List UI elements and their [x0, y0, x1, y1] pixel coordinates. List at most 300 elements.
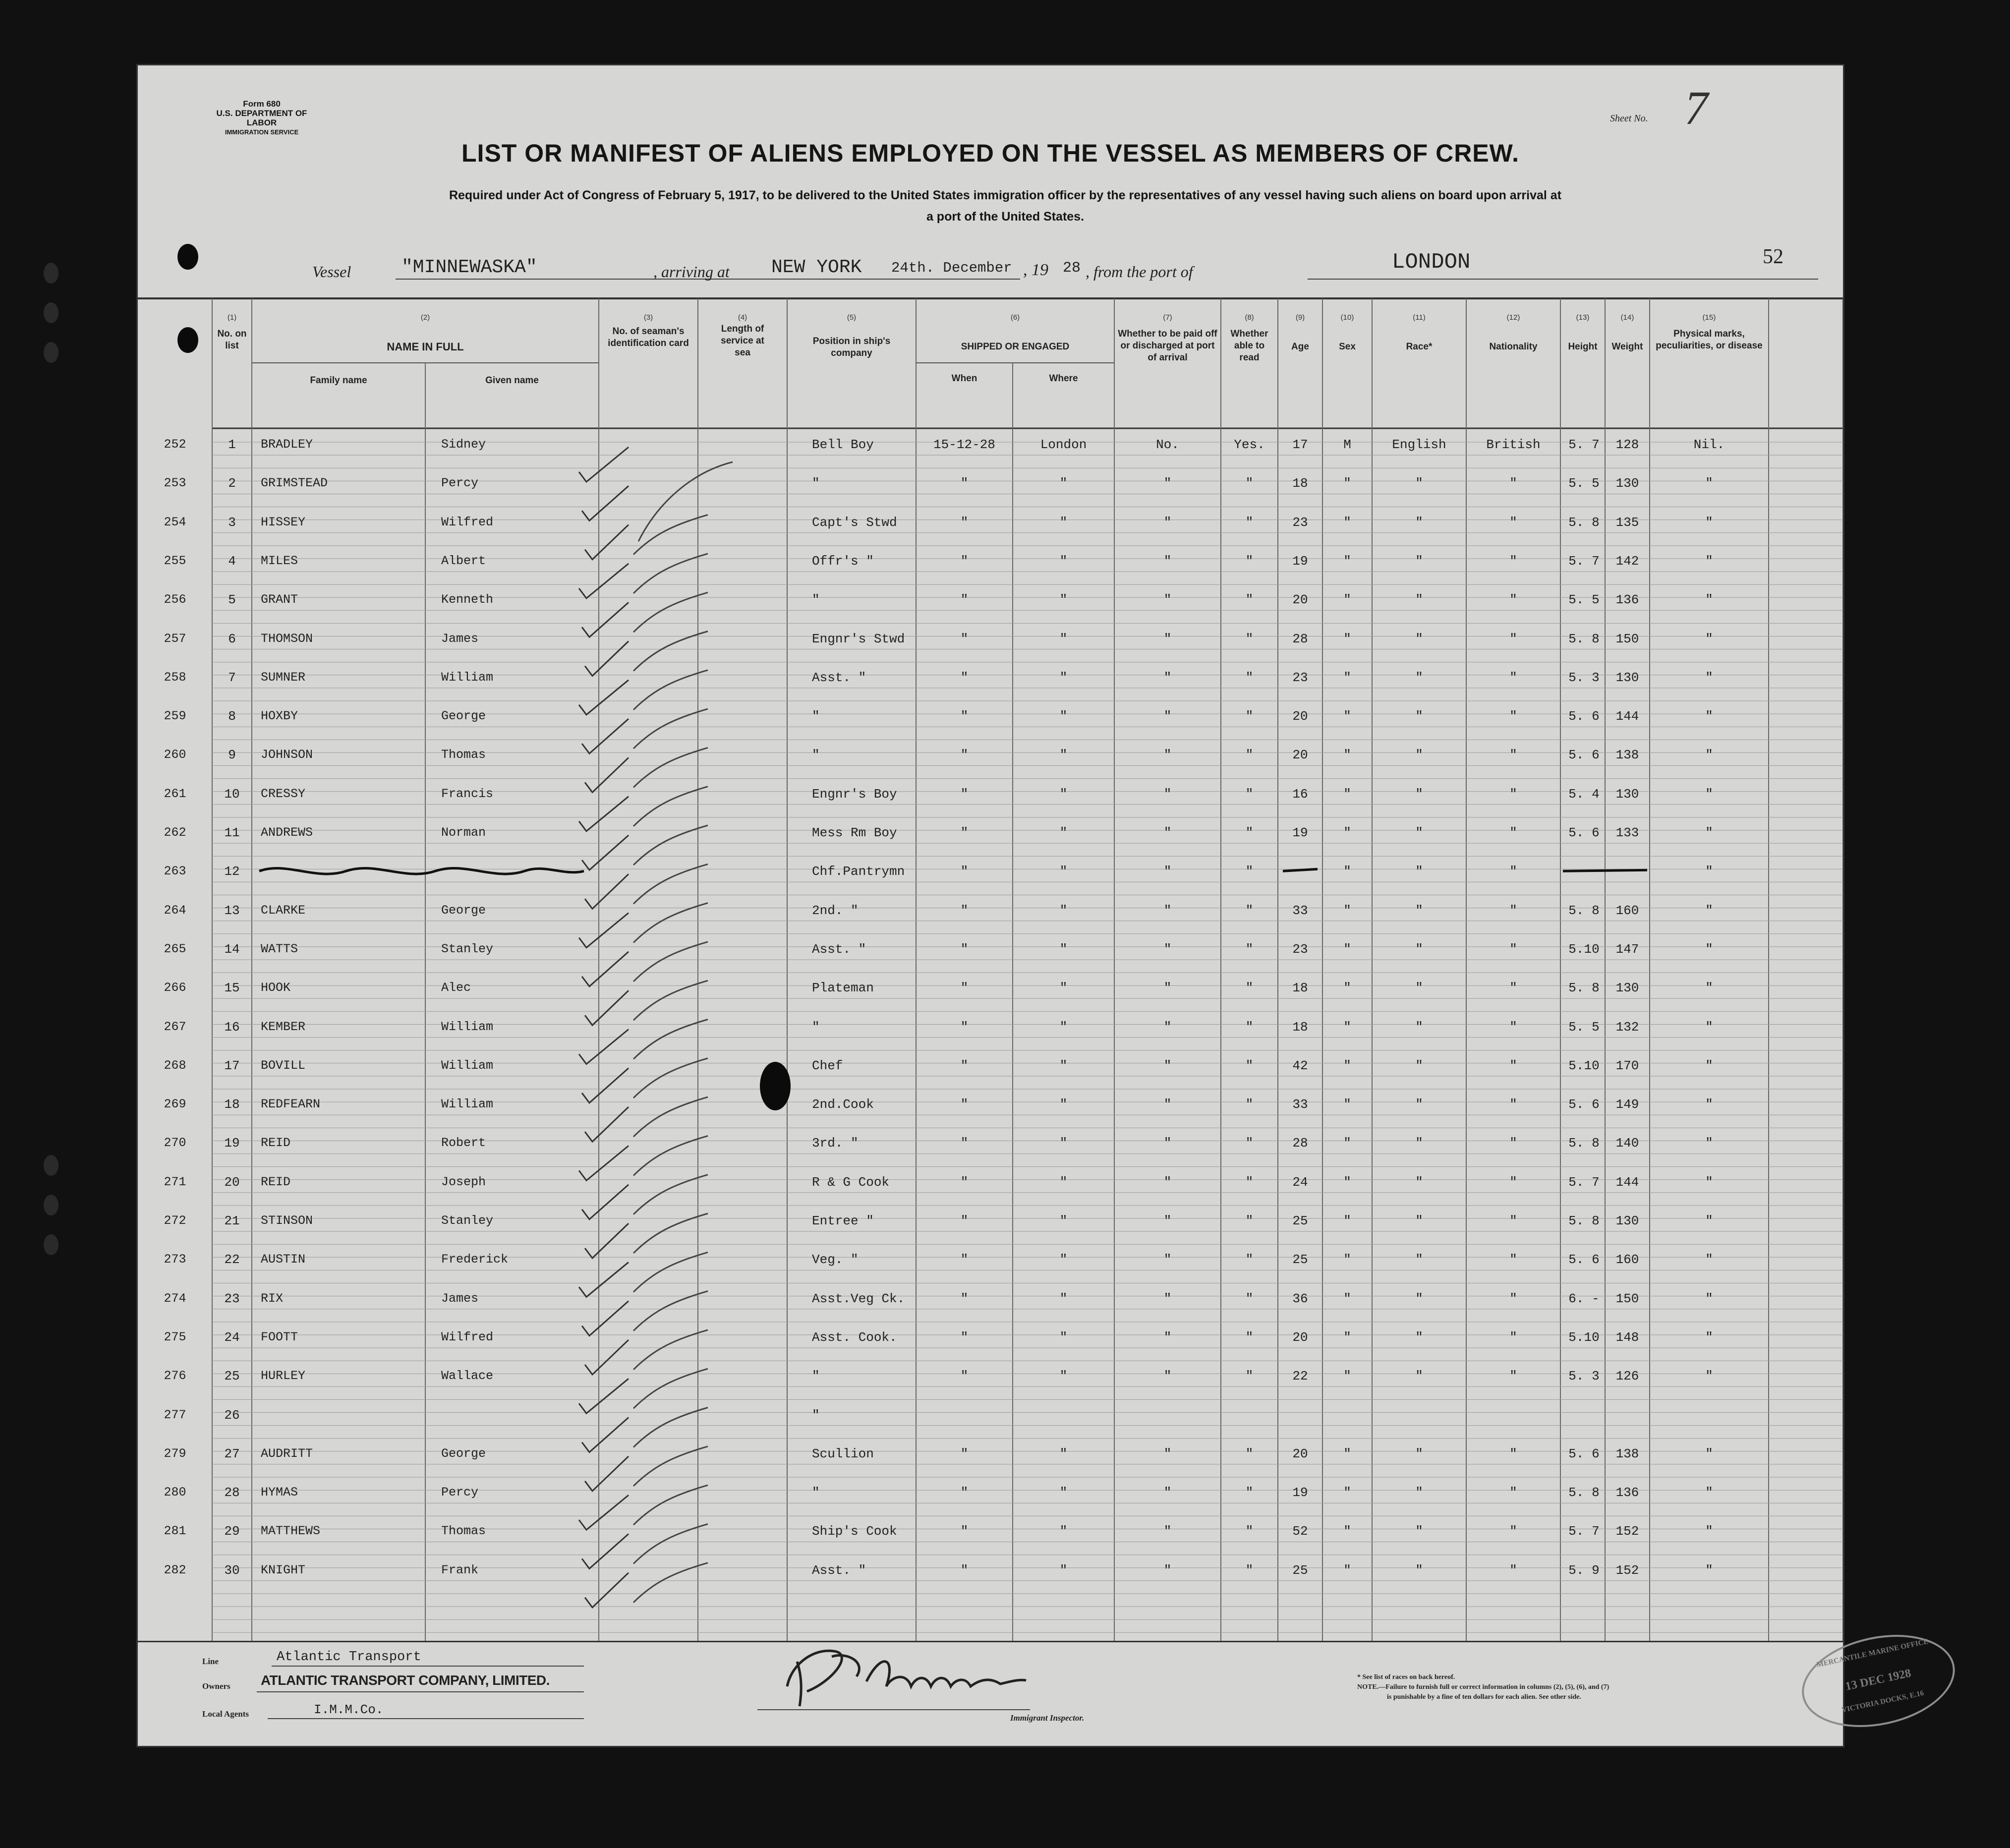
- row-able-to-read: ": [1245, 709, 1254, 724]
- row-physical-marks: ": [1705, 553, 1713, 569]
- table-row: [138, 1408, 1843, 1438]
- row-sex: ": [1343, 1097, 1351, 1112]
- col-7-number: (7): [1163, 313, 1172, 322]
- row-given-name: Wilfred: [441, 1329, 494, 1344]
- row-position: Engnr's Boy: [812, 786, 897, 802]
- table-row: [138, 1097, 1843, 1127]
- row-position: 3rd. ": [812, 1136, 859, 1151]
- row-position: ": [812, 1019, 820, 1035]
- row-height: 5. 5: [1568, 476, 1600, 491]
- row-race: ": [1415, 1485, 1423, 1501]
- table-row: [138, 554, 1843, 583]
- row-race: ": [1415, 941, 1423, 957]
- row-shipped-where: ": [1059, 709, 1068, 724]
- row-sex: ": [1343, 1329, 1351, 1345]
- row-position: Mess Rm Boy: [812, 825, 897, 840]
- row-age: 52: [1292, 1524, 1308, 1539]
- row-sex: ": [1343, 748, 1351, 763]
- row-able-to-read: ": [1245, 1329, 1254, 1345]
- row-margin-number: 270: [164, 1136, 186, 1151]
- row-list-number: 9: [228, 748, 236, 763]
- row-shipped-where: ": [1059, 592, 1068, 608]
- row-nationality: ": [1509, 1524, 1517, 1539]
- row-shipped-when: ": [960, 592, 969, 608]
- row-paid-off: ": [1163, 1136, 1172, 1151]
- row-able-to-read: ": [1245, 786, 1254, 802]
- table-row: [138, 981, 1843, 1010]
- row-shipped-when: ": [960, 1174, 969, 1190]
- table-row: [138, 903, 1843, 933]
- agents-label: Local Agents: [202, 1709, 249, 1719]
- row-nationality: ": [1509, 903, 1517, 918]
- row-family-name: REID: [261, 1136, 291, 1151]
- row-weight: 149: [1615, 1097, 1639, 1112]
- row-shipped-where: ": [1059, 1058, 1068, 1073]
- row-sex: ": [1343, 1369, 1351, 1384]
- col-4-number: (4): [738, 313, 747, 322]
- row-margin-number: 279: [164, 1446, 186, 1461]
- row-list-number: 29: [224, 1524, 240, 1539]
- row-given-name: Joseph: [441, 1174, 486, 1189]
- col-9-number: (9): [1295, 313, 1305, 322]
- row-margin-number: 272: [164, 1213, 186, 1228]
- table-row: [138, 1252, 1843, 1282]
- row-family-name: SUMNER: [261, 670, 306, 685]
- row-family-name: CLARKE: [261, 903, 306, 918]
- row-age: 33: [1292, 1097, 1308, 1112]
- row-list-number: 27: [224, 1446, 240, 1461]
- row-height: 5. 4: [1568, 786, 1600, 802]
- col-8-header: Whether able to read: [1230, 329, 1268, 363]
- row-height: 5. 3: [1568, 670, 1600, 685]
- row-shipped-where: ": [1059, 941, 1068, 957]
- note-penalty-2: is punishable by a fine of ten dollars for each alien. See other side.: [1387, 1693, 1581, 1701]
- row-race: ": [1415, 1369, 1423, 1384]
- row-able-to-read: ": [1245, 903, 1254, 918]
- row-family-name: KNIGHT: [261, 1562, 306, 1577]
- row-margin-number: 264: [164, 903, 186, 918]
- row-paid-off: ": [1163, 941, 1172, 957]
- row-age: 25: [1292, 1252, 1308, 1268]
- row-family-name: BOVILL: [261, 1058, 306, 1073]
- row-sex: ": [1343, 981, 1351, 996]
- row-physical-marks: ": [1705, 476, 1713, 491]
- row-given-name: Norman: [441, 825, 486, 840]
- row-nationality: ": [1509, 1058, 1517, 1073]
- sheet-label: Sheet No.: [1610, 113, 1648, 124]
- row-race: ": [1415, 1562, 1423, 1578]
- row-sex: ": [1343, 1485, 1351, 1501]
- row-margin-number: 254: [164, 515, 186, 529]
- table-row: [138, 1446, 1843, 1476]
- row-age: 23: [1292, 670, 1308, 685]
- row-shipped-where: ": [1059, 1291, 1068, 1306]
- row-margin-number: 268: [164, 1058, 186, 1073]
- row-weight: 144: [1615, 1174, 1639, 1190]
- row-given-name: James: [441, 631, 479, 646]
- row-shipped-where: ": [1059, 1252, 1068, 1268]
- row-margin-number: 276: [164, 1369, 186, 1384]
- row-shipped-when: ": [960, 1058, 969, 1073]
- row-able-to-read: ": [1245, 592, 1254, 608]
- row-given-name: Wilfred: [441, 515, 494, 529]
- row-list-number: 28: [224, 1485, 240, 1501]
- col-1-header: No. on list: [217, 329, 247, 351]
- row-margin-number: 280: [164, 1485, 186, 1500]
- row-height: 5. 8: [1568, 515, 1600, 530]
- row-position: Capt's Stwd: [812, 515, 897, 530]
- row-height: 5. 8: [1568, 1485, 1600, 1501]
- row-height: 5. 7: [1568, 1524, 1600, 1539]
- row-able-to-read: ": [1245, 1252, 1254, 1268]
- service-name: IMMIGRATION SERVICE: [225, 128, 299, 136]
- row-nationality: ": [1509, 592, 1517, 608]
- col-15-number: (15): [1702, 313, 1716, 322]
- page-number: 52: [1763, 245, 1783, 268]
- row-margin-number: 253: [164, 476, 186, 491]
- col-11-header: Race*: [1406, 342, 1433, 352]
- inspector-rule: [757, 1709, 1030, 1710]
- row-race: ": [1415, 631, 1423, 646]
- row-given-name: George: [441, 1446, 486, 1461]
- row-physical-marks: ": [1705, 592, 1713, 608]
- table-row: [138, 1563, 1843, 1593]
- row-nationality: ": [1509, 748, 1517, 763]
- row-sex: ": [1343, 631, 1351, 646]
- col-3-header: No. of seaman's identification card: [608, 326, 689, 348]
- row-height: 5. 8: [1568, 631, 1600, 646]
- row-age: 18: [1292, 476, 1308, 491]
- row-height: 6. -: [1568, 1291, 1600, 1306]
- row-paid-off: ": [1163, 476, 1172, 491]
- row-weight: 160: [1615, 1252, 1639, 1268]
- col-12-header: Nationality: [1489, 342, 1538, 352]
- row-position: ": [812, 1485, 820, 1501]
- owners-value: ATLANTIC TRANSPORT COMPANY, LIMITED.: [261, 1673, 550, 1688]
- row-nationality: ": [1509, 864, 1517, 879]
- row-paid-off: ": [1163, 631, 1172, 646]
- row-margin-number: 269: [164, 1097, 186, 1112]
- owners-rule: [257, 1691, 584, 1692]
- row-list-number: 30: [224, 1562, 240, 1578]
- row-physical-marks: ": [1705, 1252, 1713, 1268]
- row-given-name: Kenneth: [441, 592, 494, 607]
- row-age: 20: [1292, 709, 1308, 724]
- row-sex: ": [1343, 1174, 1351, 1190]
- row-family-name: MATTHEWS: [261, 1524, 321, 1539]
- row-physical-marks: ": [1705, 1213, 1713, 1228]
- row-race: ": [1415, 592, 1423, 608]
- row-nationality: ": [1509, 1019, 1517, 1035]
- row-sex: ": [1343, 903, 1351, 918]
- row-given-name: Alec: [441, 981, 471, 995]
- col-8-number: (8): [1245, 313, 1254, 322]
- row-position: ": [812, 476, 820, 491]
- row-paid-off: ": [1163, 1019, 1172, 1035]
- row-able-to-read: ": [1245, 981, 1254, 996]
- row-age: 36: [1292, 1291, 1308, 1306]
- row-given-name: Albert: [441, 553, 486, 568]
- row-shipped-where: London: [1040, 437, 1087, 452]
- row-list-number: 2: [228, 476, 236, 491]
- row-physical-marks: ": [1705, 903, 1713, 918]
- manifest-sheet: [138, 65, 1929, 1746]
- row-nationality: ": [1509, 981, 1517, 996]
- row-family-name: RIX: [261, 1291, 284, 1306]
- row-nationality: ": [1509, 1291, 1517, 1306]
- row-weight: 152: [1615, 1524, 1639, 1539]
- arriving-label: , arriving at: [653, 263, 730, 281]
- row-paid-off: ": [1163, 1174, 1172, 1190]
- row-shipped-when: ": [960, 631, 969, 646]
- row-sex: ": [1343, 1446, 1351, 1461]
- col-10-header: Sex: [1339, 342, 1356, 352]
- row-sex: ": [1343, 709, 1351, 724]
- table-row: [138, 437, 1843, 467]
- row-weight: 135: [1615, 515, 1639, 530]
- agents-rule: [268, 1718, 584, 1719]
- table-row: [138, 1330, 1843, 1360]
- row-sex: ": [1343, 786, 1351, 802]
- row-list-number: 24: [224, 1329, 240, 1345]
- form-title: LIST OR MANIFEST OF ALIENS EMPLOYED ON THE VESSEL AS MEMBERS OF CREW.: [461, 139, 1519, 167]
- row-shipped-where: ": [1059, 670, 1068, 685]
- row-race: ": [1415, 1446, 1423, 1461]
- row-position: ": [812, 709, 820, 724]
- row-paid-off: ": [1163, 670, 1172, 685]
- row-shipped-when: ": [960, 1562, 969, 1578]
- row-weight: 132: [1615, 1019, 1639, 1035]
- row-weight: 133: [1615, 825, 1639, 840]
- row-list-number: 18: [224, 1097, 240, 1112]
- stamp-location: VICTORIA DOCKS, E.16: [1841, 1689, 1925, 1715]
- row-position: Bell Boy: [812, 437, 874, 452]
- row-position: Asst. ": [812, 941, 866, 957]
- col-4-header: Length of service at sea: [721, 324, 764, 358]
- col-14-header: Weight: [1611, 342, 1643, 352]
- row-shipped-when: ": [960, 1097, 969, 1112]
- row-position: Ship's Cook: [812, 1524, 897, 1539]
- row-shipped-when: ": [960, 864, 969, 879]
- col-5-number: (5): [847, 313, 857, 322]
- row-physical-marks: ": [1705, 709, 1713, 724]
- row-race: ": [1415, 670, 1423, 685]
- row-margin-number: 252: [164, 437, 186, 452]
- department-name: U.S. DEPARTMENT OF LABOR: [216, 109, 307, 127]
- row-shipped-where: ": [1059, 553, 1068, 569]
- year-suffix: 28: [1063, 260, 1081, 277]
- row-sex: ": [1343, 864, 1351, 879]
- row-physical-marks: Nil.: [1693, 437, 1725, 452]
- given-name-header: Given name: [485, 375, 539, 386]
- row-able-to-read: ": [1245, 1291, 1254, 1306]
- row-weight: 150: [1615, 631, 1639, 646]
- row-shipped-when: ": [960, 553, 969, 569]
- row-list-number: 19: [224, 1136, 240, 1151]
- row-physical-marks: ": [1705, 1136, 1713, 1151]
- row-list-number: 7: [228, 670, 236, 685]
- row-list-number: 3: [228, 515, 236, 530]
- row-margin-number: 257: [164, 631, 186, 646]
- row-family-name: CRESSY: [261, 786, 306, 801]
- row-age: 22: [1292, 1369, 1308, 1384]
- row-position: Scullion: [812, 1446, 874, 1461]
- row-weight: 130: [1615, 981, 1639, 996]
- row-margin-number: 261: [164, 786, 186, 801]
- where-header: Where: [1049, 373, 1078, 384]
- row-weight: 130: [1615, 1213, 1639, 1228]
- table-row: [138, 748, 1843, 777]
- row-shipped-when: ": [960, 786, 969, 802]
- row-height: 5. 5: [1568, 1019, 1600, 1035]
- row-shipped-where: ": [1059, 1446, 1068, 1461]
- row-nationality: ": [1509, 941, 1517, 957]
- row-shipped-where: ": [1059, 1174, 1068, 1190]
- row-weight: 136: [1615, 592, 1639, 608]
- row-sex: ": [1343, 825, 1351, 840]
- year-prefix: , 19: [1023, 261, 1048, 279]
- row-able-to-read: ": [1245, 1174, 1254, 1190]
- row-race: ": [1415, 553, 1423, 569]
- row-family-name: AUSTIN: [261, 1252, 306, 1267]
- col-12-number: (12): [1506, 313, 1520, 322]
- row-physical-marks: ": [1705, 631, 1713, 646]
- row-list-number: 6: [228, 631, 236, 646]
- row-shipped-when: ": [960, 1252, 969, 1268]
- table-row: [138, 825, 1843, 855]
- row-given-name: Robert: [441, 1136, 486, 1151]
- vessel-name: "MINNEWASKA": [402, 257, 537, 278]
- row-physical-marks: ": [1705, 1291, 1713, 1306]
- row-margin-number: 266: [164, 981, 186, 995]
- row-given-name: William: [441, 1019, 494, 1034]
- row-margin-number: 275: [164, 1329, 186, 1344]
- row-family-name: ANDREWS: [261, 825, 313, 840]
- row-nationality: ": [1509, 1485, 1517, 1501]
- row-age: 28: [1292, 1136, 1308, 1151]
- row-race: English: [1392, 437, 1446, 452]
- row-list-number: 12: [224, 864, 240, 879]
- subtitle-line-1: Required under Act of Congress of February 5, 1917, to be delivered to the United States immigration officer by the representatives of any vessel having such aliens on board upon arrival at: [449, 188, 1562, 202]
- row-paid-off: ": [1163, 515, 1172, 530]
- table-row: [138, 1369, 1843, 1398]
- row-shipped-when: ": [960, 903, 969, 918]
- row-position: Plateman: [812, 981, 874, 996]
- row-given-name: Percy: [441, 476, 479, 491]
- row-able-to-read: ": [1245, 748, 1254, 763]
- row-list-number: 26: [224, 1407, 240, 1423]
- row-age: 25: [1292, 1213, 1308, 1228]
- row-family-name: AUDRITT: [261, 1446, 313, 1461]
- row-margin-number: 259: [164, 709, 186, 724]
- row-paid-off: ": [1163, 1213, 1172, 1228]
- row-weight: 136: [1615, 1485, 1639, 1501]
- row-nationality: ": [1509, 515, 1517, 530]
- col-15-header: Physical marks, peculiarities, or disease: [1656, 329, 1763, 351]
- row-shipped-when: ": [960, 515, 969, 530]
- row-list-number: 1: [228, 437, 236, 452]
- col-10-number: (10): [1340, 313, 1354, 322]
- row-nationality: ": [1509, 1562, 1517, 1578]
- row-list-number: 5: [228, 592, 236, 608]
- row-margin-number: 281: [164, 1524, 186, 1539]
- row-physical-marks: ": [1705, 864, 1713, 879]
- row-list-number: 4: [228, 553, 236, 569]
- row-family-name: JOHNSON: [261, 748, 313, 762]
- row-race: ": [1415, 1213, 1423, 1228]
- family-name-header: Family name: [310, 375, 367, 386]
- row-family-name: REDFEARN: [261, 1097, 321, 1112]
- row-list-number: 8: [228, 709, 236, 724]
- subtitle-line-2: a port of the United States.: [926, 210, 1085, 224]
- table-row: [138, 1175, 1843, 1205]
- row-able-to-read: ": [1245, 631, 1254, 646]
- row-physical-marks: ": [1705, 1329, 1713, 1345]
- row-family-name: GRANT: [261, 592, 298, 607]
- row-margin-number: 267: [164, 1019, 186, 1034]
- row-shipped-when: ": [960, 476, 969, 491]
- from-port: LONDON: [1392, 250, 1471, 275]
- table-row: [138, 632, 1843, 661]
- row-sex: ": [1343, 941, 1351, 957]
- row-position: Asst.Veg Ck.: [812, 1291, 905, 1306]
- row-height: 5. 6: [1568, 1446, 1600, 1461]
- row-family-name: HURLEY: [261, 1369, 306, 1384]
- row-given-name: Thomas: [441, 1524, 486, 1539]
- row-given-name: Sidney: [441, 437, 486, 452]
- row-height: 5. 8: [1568, 903, 1600, 918]
- row-nationality: ": [1509, 825, 1517, 840]
- row-able-to-read: ": [1245, 1446, 1254, 1461]
- row-list-number: 25: [224, 1369, 240, 1384]
- agents-value: I.M.M.Co.: [314, 1702, 384, 1717]
- row-age: 16: [1292, 786, 1308, 802]
- row-nationality: ": [1509, 1329, 1517, 1345]
- punch-hole: [177, 327, 198, 353]
- row-race: ": [1415, 903, 1423, 918]
- row-race: ": [1415, 825, 1423, 840]
- row-given-name: George: [441, 709, 486, 724]
- row-age: 33: [1292, 903, 1308, 918]
- row-family-name: REID: [261, 1174, 291, 1189]
- row-shipped-where: ": [1059, 476, 1068, 491]
- row-given-name: Frederick: [441, 1252, 509, 1267]
- row-family-name: WATTS: [261, 941, 298, 956]
- row-family-name: FOOTT: [261, 1329, 298, 1344]
- when-header: When: [951, 373, 977, 384]
- row-race: ": [1415, 1058, 1423, 1073]
- row-weight: 144: [1615, 709, 1639, 724]
- row-height: 5. 6: [1568, 825, 1600, 840]
- row-paid-off: ": [1163, 1524, 1172, 1539]
- row-shipped-when: ": [960, 1446, 969, 1461]
- row-position: Offr's ": [812, 553, 874, 569]
- row-sex: ": [1343, 670, 1351, 685]
- row-list-number: 20: [224, 1174, 240, 1190]
- punch-hole: [177, 244, 198, 270]
- row-sex: ": [1343, 476, 1351, 491]
- row-race: ": [1415, 981, 1423, 996]
- row-shipped-when: ": [960, 670, 969, 685]
- inspector-signature: [772, 1632, 1030, 1716]
- row-margin-number: 256: [164, 592, 186, 607]
- stamp-date: 13 DEC 1928: [1844, 1667, 1912, 1693]
- row-race: ": [1415, 1524, 1423, 1539]
- row-list-number: 15: [224, 981, 240, 996]
- row-height: 5. 6: [1568, 709, 1600, 724]
- row-race: ": [1415, 476, 1423, 491]
- row-position: ": [812, 1407, 820, 1423]
